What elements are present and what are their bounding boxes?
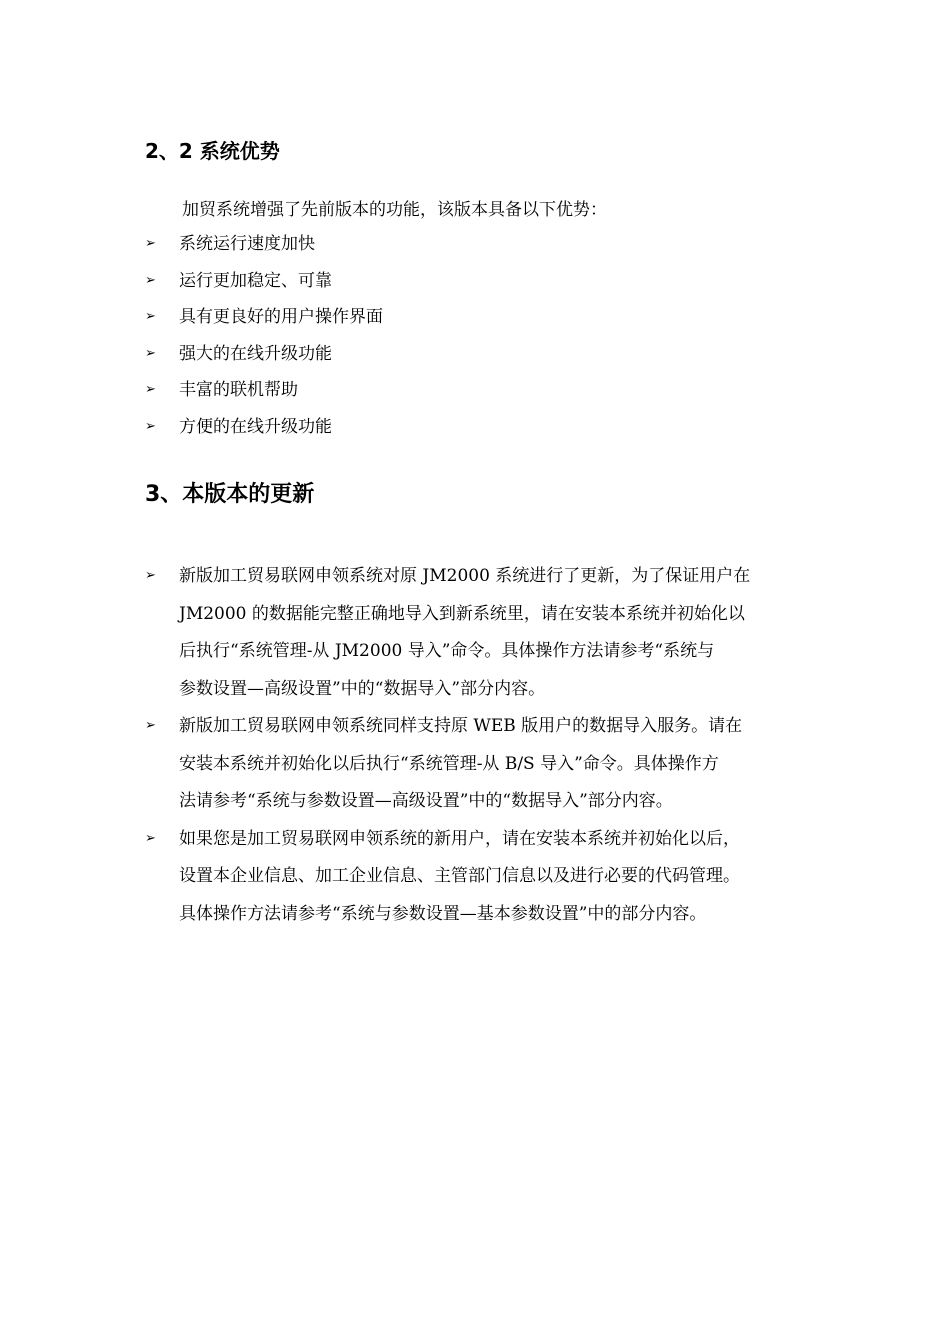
paragraph-line: 后执行“系统管理-从 JM2000 导入”命令。具体操作方法请参考“系统与 <box>179 641 715 661</box>
list-item <box>145 230 383 267</box>
arrow-bullet-icon: ➢ <box>145 418 156 434</box>
arrow-bullet-icon: ➢ <box>145 382 156 398</box>
list-item-text: 具有更良好的用户操作界面 <box>179 307 383 328</box>
list-item <box>145 562 825 712</box>
section-heading-system-advantages: 2、2 系统优势 <box>145 139 280 163</box>
list-item <box>145 267 383 304</box>
list-item <box>145 340 383 377</box>
list-item-text: 强大的在线升级功能 <box>179 343 332 364</box>
list-item-text: 系统运行速度加快 <box>179 234 315 254</box>
list-item-text: 运行更加稳定、可靠 <box>179 270 332 291</box>
advantages-intro: 加贸系统增强了先前版本的功能，该版本具备以下优势： <box>182 200 607 220</box>
arrow-bullet-icon: ➢ <box>145 830 156 846</box>
arrow-bullet-icon: ➢ <box>145 309 156 325</box>
list-item <box>145 303 383 340</box>
paragraph-line: JM2000 的数据能完整正确地导入到新系统里，请在安装本系统并初始化以 <box>179 603 745 624</box>
paragraph-line: 参数设置—高级设置”中的“数据导入”部分内容。 <box>179 678 546 699</box>
arrow-bullet-icon: ➢ <box>145 345 156 361</box>
updates-list <box>145 562 825 937</box>
list-item-text: 方便的在线升级功能 <box>179 416 332 437</box>
list-item-text: 丰富的联机帮助 <box>179 380 298 401</box>
paragraph-line: 如果您是加工贸易联网申领系统的新用户，请在安装本系统并初始化以后， <box>179 828 740 849</box>
list-item <box>145 712 825 825</box>
paragraph-line: 法请参考“系统与参数设置—高级设置”中的“数据导入”部分内容。 <box>179 791 673 811</box>
arrow-bullet-icon: ➢ <box>145 568 156 583</box>
section-heading-version-updates: 3、本版本的更新 <box>145 482 315 507</box>
list-item <box>145 376 383 413</box>
list-item <box>145 413 383 450</box>
arrow-bullet-icon: ➢ <box>145 236 156 251</box>
paragraph-line: 安装本系统并初始化以后执行“系统管理-从 B/S 导入”命令。具体操作方 <box>179 753 719 774</box>
paragraph-line: 新版加工贸易联网申领系统同样支持原 WEB 版用户的数据导入服务。请在 <box>179 716 743 736</box>
advantages-list <box>145 230 383 450</box>
paragraph-line: 新版加工贸易联网申领系统对原 JM2000 系统进行了更新，为了保证用户在 <box>179 566 751 586</box>
paragraph-line: 设置本企业信息、加工企业信息、主管部门信息以及进行必要的代码管理。 <box>179 866 740 886</box>
arrow-bullet-icon: ➢ <box>145 272 156 288</box>
list-item <box>145 825 825 938</box>
paragraph-line: 具体操作方法请参考“系统与参数设置—基本参数设置”中的部分内容。 <box>179 903 707 924</box>
arrow-bullet-icon: ➢ <box>145 718 156 733</box>
